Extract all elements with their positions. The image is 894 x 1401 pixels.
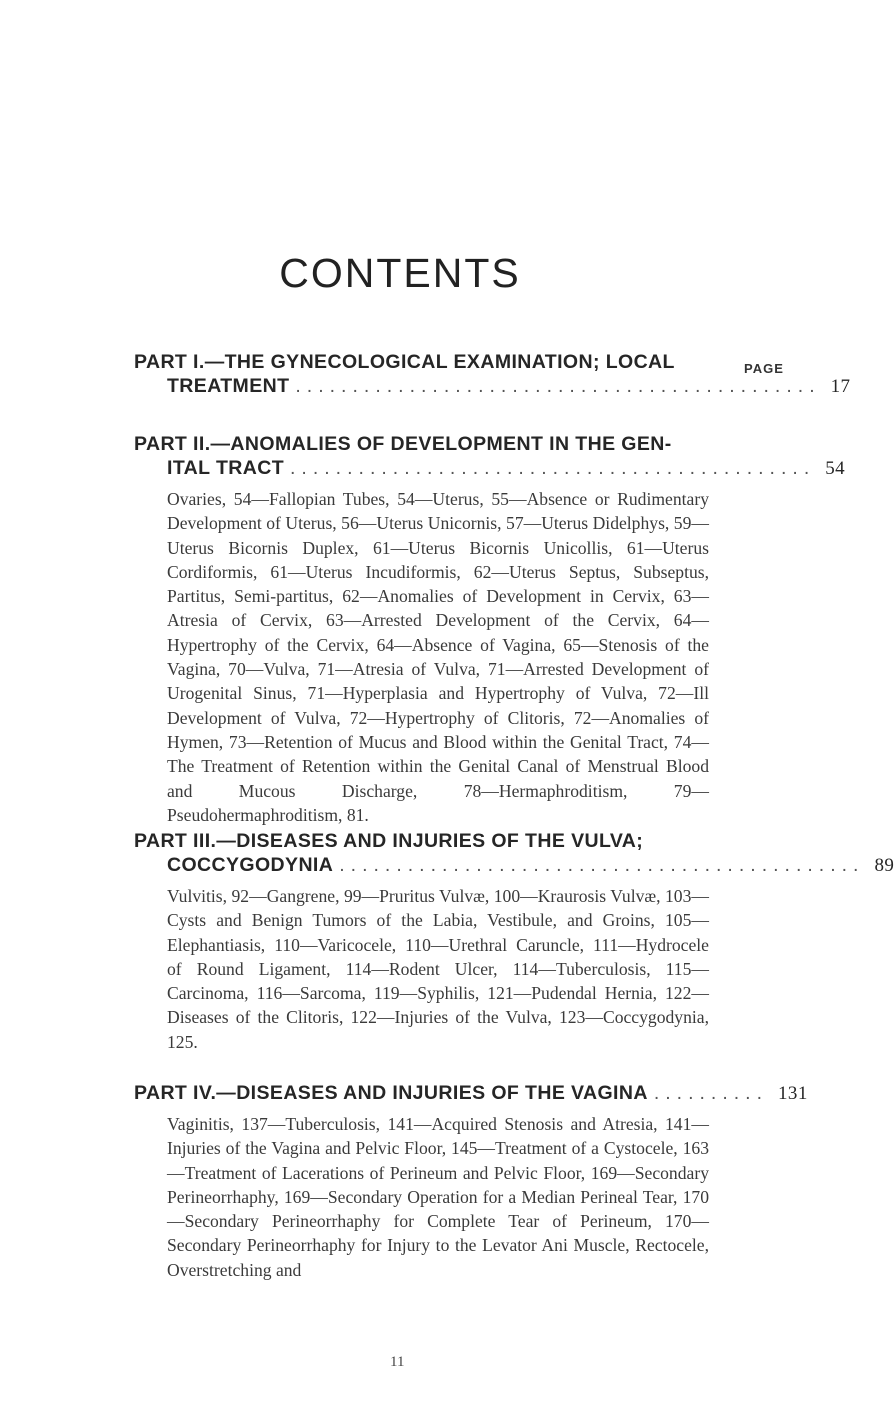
dot-leader: .............................................. <box>339 854 865 876</box>
part-topics: Vaginitis, 137—Tuberculosis, 141—Acquired Stenosis and Atresia, 141—Injuries of the Vagina and Pelvic Floor, 145—Treatment of a Cystocele, 163—Treatment of Lacerations of Perineum and Pelvic Floor, 169—Secondary Perineorrhaphy, 169—Secondary Operation for a Median Perineal Tear, 170—Secondary Perineorrhaphy for Complete Tear of Perineum, 170—Secondary Perineorrhaphy for Injury to the Levator Ani Muscle, Rectocele, Overstretching and <box>167 1114 709 1280</box>
part-heading-continuation: COCCYGODYNIA <box>167 854 334 876</box>
toc-part-2 <box>134 432 846 827</box>
page-column-label: PAGE <box>744 361 784 376</box>
page-number: 54 <box>825 458 846 479</box>
part-heading-line2 <box>167 374 851 399</box>
page-number: 17 <box>830 376 851 397</box>
part-heading-line1 <box>134 1081 808 1106</box>
footer-page-number: 11 <box>390 1354 405 1370</box>
toc-part-4 <box>134 1081 808 1282</box>
part-topics: Vulvitis, 92—Gangrene, 99—Pruritus Vulvæ, 100—Kraurosis Vulvæ, 103—Cysts and Benign Tumors of the Labia, Vestibule, and Groins, 105—Elephantiasis, 110—Varicocele, 110—Urethral Caruncle, 111—Hydrocele of Round Ligament, 114—Rodent Ulcer, 114—Tuberculosis, 115—Carcinoma, 116—Sarcoma, 119—Syphilis, 121—Pudendal Hernia, 122—Diseases of the Clitoris, 122—Injuries of the Vulva, 123—Coccygodynia, 125. <box>167 886 709 1052</box>
part-heading-continuation: ITAL TRACT <box>167 457 285 479</box>
part-heading-line1: PART I.—THE GYNECOLOGICAL EXAMINATION; LOCAL <box>134 351 675 373</box>
dot-leader: .............................................. <box>295 375 821 397</box>
part-heading-line2 <box>167 456 846 481</box>
part-heading-line1: PART III.—DISEASES AND INJURIES OF THE VULVA; <box>134 830 644 852</box>
page-title: CONTENTS <box>279 250 521 296</box>
dot-leader: .......... <box>653 1082 769 1104</box>
dot-leader: .............................................. <box>290 457 816 479</box>
part-topics: Ovaries, 54—Fallopian Tubes, 54—Uterus, 55—Absence or Rudimentary Development of Uterus, 56—Uterus Unicornis, 57—Uterus Didelphys, 59—Uterus Bicornis Duplex, 61—Uterus Bicornis Unicollis, 61—Uterus Cordiformis, 61—Uterus Incudiformis, 62—Uterus Septus, Subseptus, Partitus, Semi-partitus, 62—Anomalies of Development in Cervix, 63—Atresia of Cervix, 63—Arrested Development of the Cervix, 64—Hypertrophy of the Cervix, 64—Absence of Vagina, 65—Stenosis of the Vagina, 70—Vulva, 71—Atresia of Vulva, 71—Arrested Development of Urogenital Sinus, 71—Hyperplasia and Hypertrophy of Vulva, 72—Ill Development of Vulva, 72—Hypertrophy of Clitoris, 72—Anomalies of Hymen, 73—Retention of Mucus and Blood within the Genital Tract, 74—The Treatment of Retention within the Genital Canal of Menstrual Blood and Mucous Discharge, 78—Hermaphroditism, 79—Pseudohermaphroditism, 81. <box>167 489 709 825</box>
part-heading-continuation: TREATMENT <box>167 375 290 397</box>
toc-part-3 <box>134 829 894 1054</box>
page-number: 131 <box>778 1083 808 1104</box>
part-heading-text: PART IV.—DISEASES AND INJURIES OF THE VAGINA <box>134 1082 648 1104</box>
part-heading-line1: PART II.—ANOMALIES OF DEVELOPMENT IN THE GEN- <box>134 433 672 455</box>
part-heading-line2 <box>167 853 894 878</box>
page-number: 89 <box>874 855 894 876</box>
